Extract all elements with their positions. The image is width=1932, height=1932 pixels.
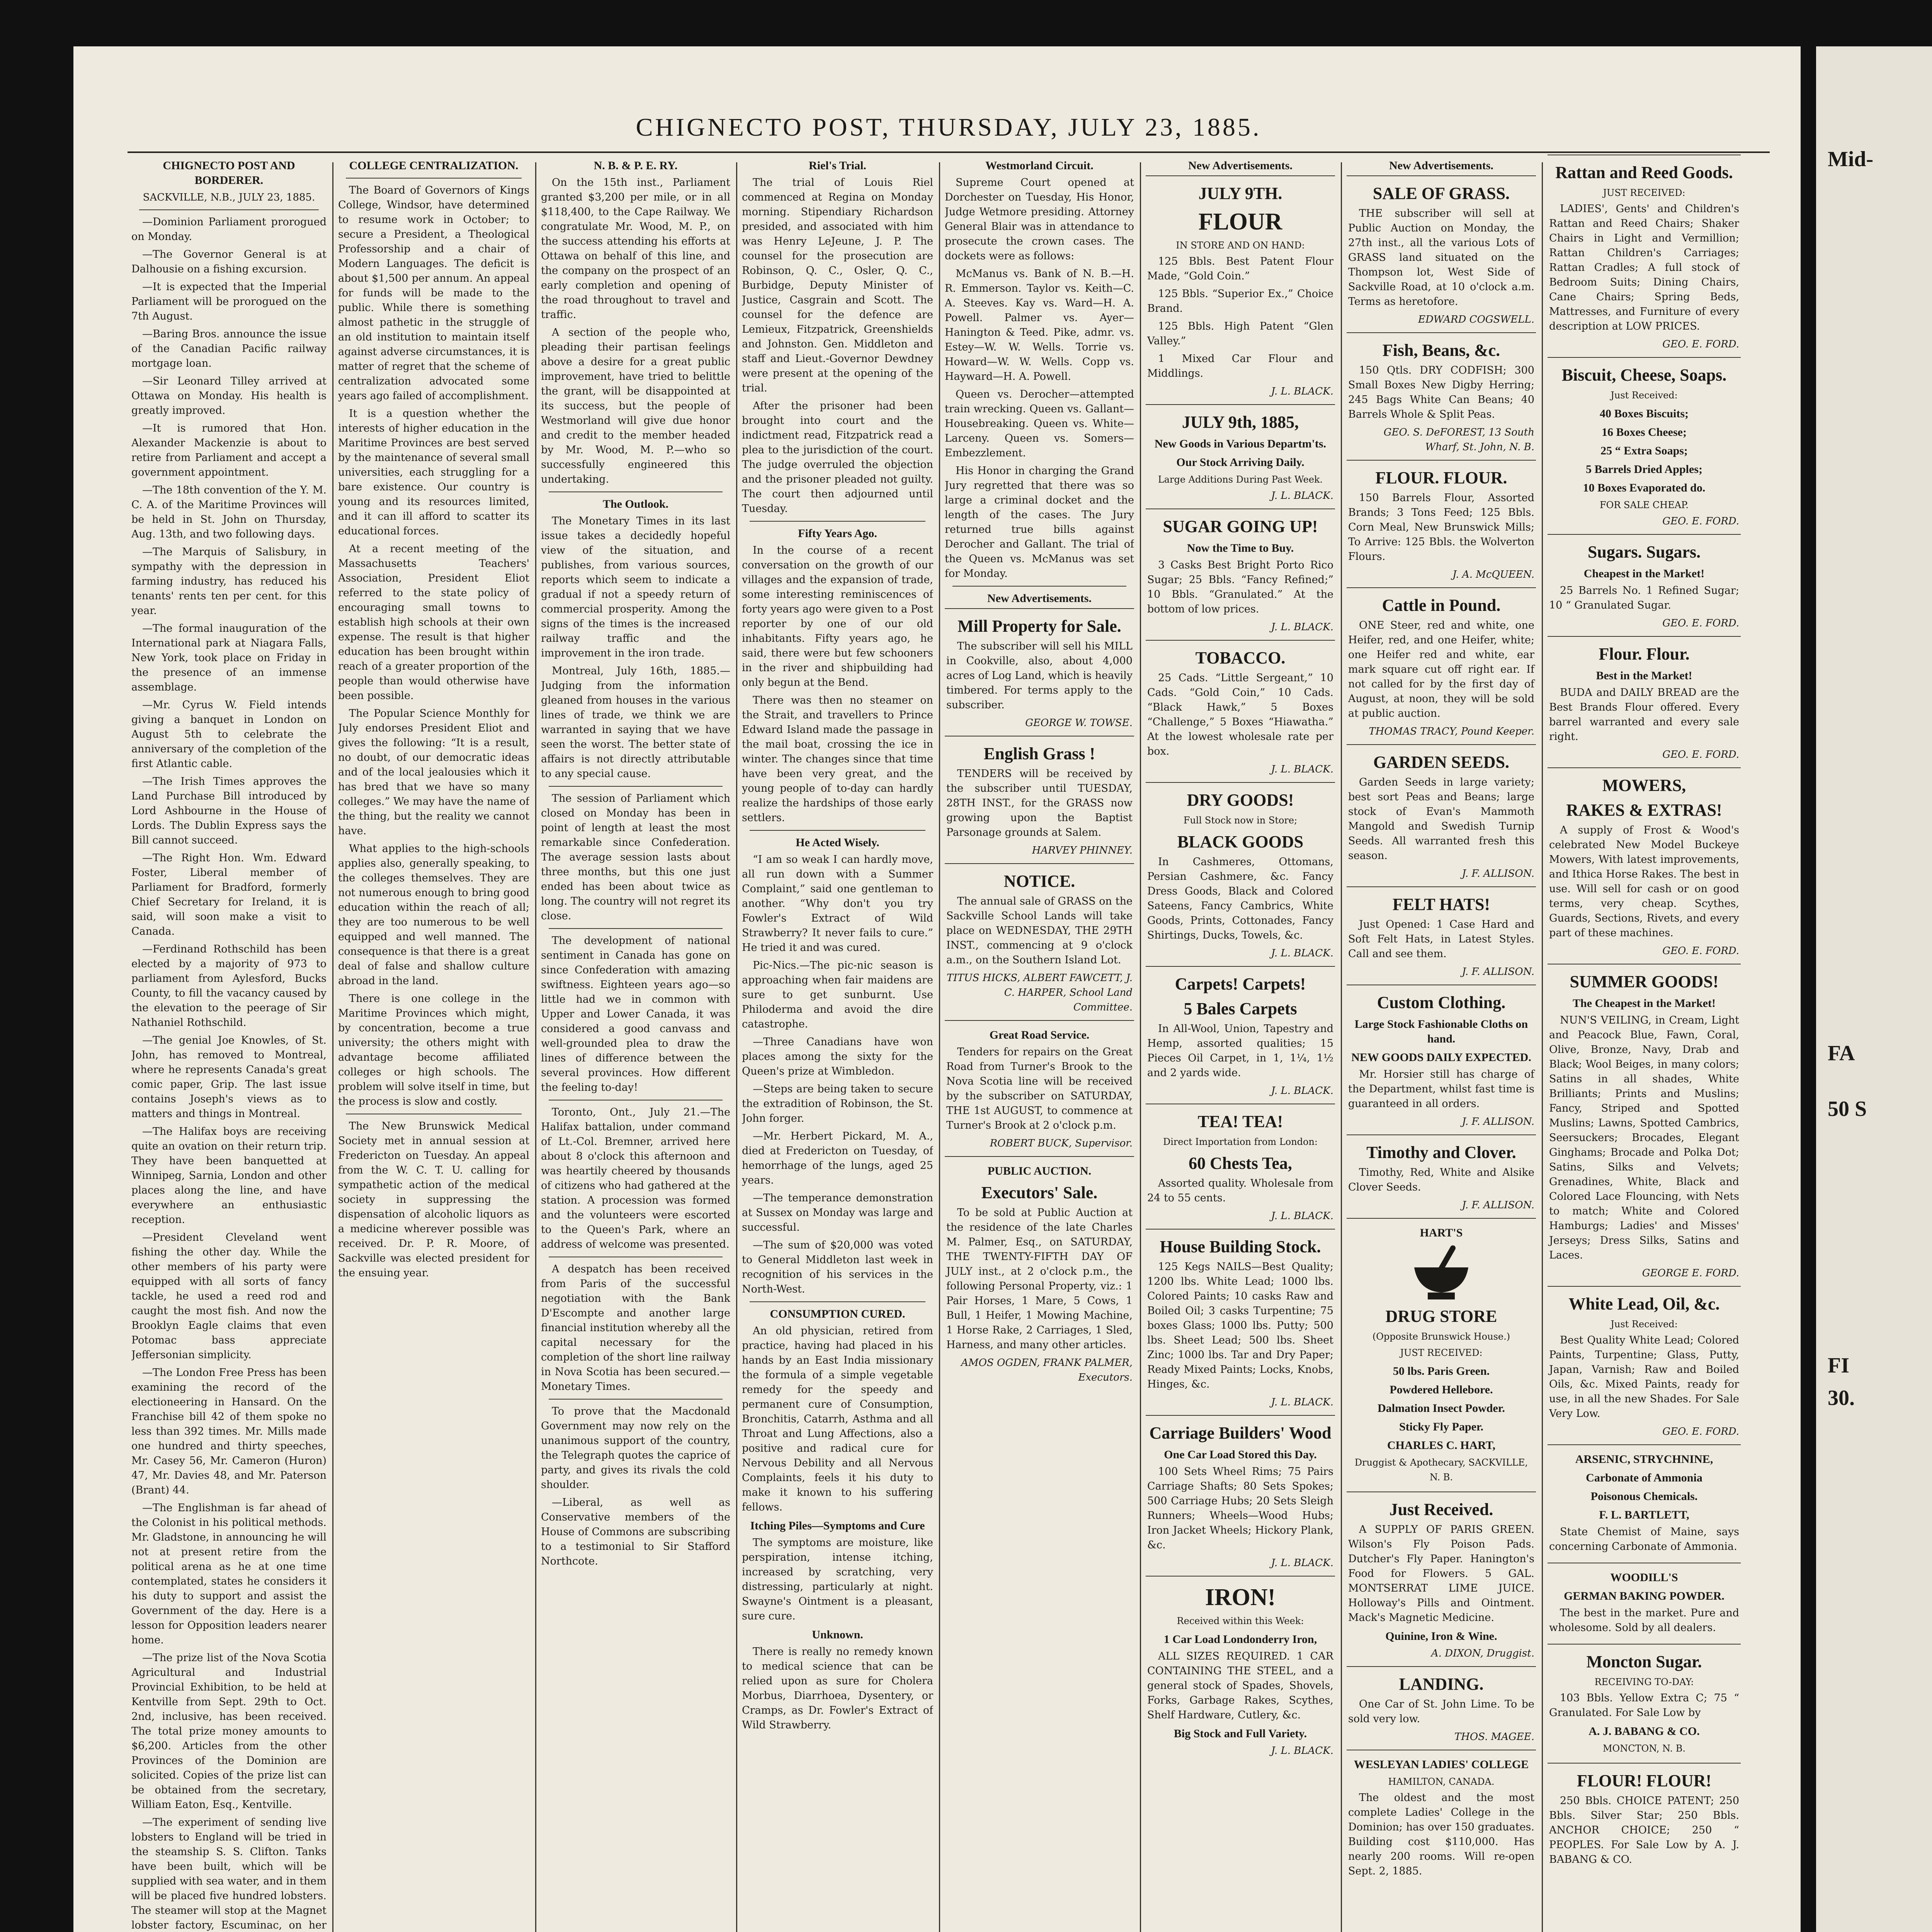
ad-note: Large Additions During Past Week. (1158, 474, 1323, 485)
column-riel-trial (742, 155, 933, 1932)
ad-text: Best Quality White Lead; Colored Paints, Turpentine; Glass, Putty, Japan, Varnish; Raw and Boiled Oils, &c. Mixed Paints, ready for use, in all the new Shades. For Sale Very Low. (1549, 1334, 1739, 1420)
ad-timothy-clover (1347, 1134, 1536, 1216)
section-title: New Advertisements. (1188, 159, 1293, 172)
ad-title: Carpets! Carpets! (1175, 975, 1306, 993)
ad-moncton-sugar (1548, 1644, 1741, 1760)
ad-signature: ROBERT BUCK, Supervisor. (990, 1138, 1133, 1149)
divider (549, 1399, 723, 1400)
ad-title: IRON! (1205, 1584, 1276, 1611)
column-circuit-and-ads (945, 155, 1134, 1932)
ad-title: DRUG STORE (1385, 1307, 1497, 1326)
article-paragraph: The New Brunswick Medical Society met in annual session at Fredericton on Tuesday. An appeal from the W. C. T. U. calling for sympathetic action of the medical society in suppressing the dispensation of alcoholic liquors as a medicine wherever possible was received. Dr. P. R. Moore, of Sackville was elected president for the ensuing year. (338, 1120, 529, 1279)
article-title: Riel's Trial. (809, 159, 866, 172)
ad-title: Unknown. (812, 1628, 863, 1641)
ad-carpets (1146, 966, 1335, 1101)
ad-signature: J. L. BLACK. (1271, 490, 1333, 502)
ad-line: 125 Bbls. Best Patent Flour Made, “Gold Coin.” (1147, 255, 1333, 282)
ad-road-service (945, 1020, 1134, 1154)
ad-signature: HARVEY PHINNEY. (1032, 845, 1133, 856)
ad-title: House Building Stock. (1160, 1237, 1321, 1256)
column-editorial-briefs (131, 155, 327, 1932)
ad-line: 10 Boxes Evaporated do. (1583, 481, 1706, 494)
article-paragraph: His Honor in charging the Grand Jury regretted that there was so large a criminal docket and the length of the cases. The Jury returned true bills against Derocher and Gallant. The trial of the Queen vs. McManus was set for Monday. (945, 465, 1134, 580)
ad-executors-sale (945, 1156, 1134, 1388)
adjacent-page-fragment (1816, 46, 1932, 1932)
ad-title: FLOUR. FLOUR. (1375, 468, 1507, 487)
ad-subtitle: IN STORE AND ON HAND: (1176, 240, 1305, 251)
ad-footer: FOR SALE CHEAP. (1600, 500, 1689, 510)
ad-line: Powdered Hellebore. (1389, 1383, 1493, 1396)
ad-garden-seeds (1347, 744, 1536, 884)
ad-subtitle: Cheapest in the Market! (1583, 567, 1705, 580)
ad-title: Biscuit, Cheese, Soaps. (1561, 366, 1727, 384)
ad-text: 25 Cads. “Little Sergeant,” 10 Cads. “Gold Coin,” 10 Cads. “Black Hawk,” 5 Boxes “Challenge,” 5 Boxes “Hiawatha.” At the lowest wholesale rate per box. (1147, 672, 1333, 757)
ad-text: 150 Qtls. DRY CODFISH; 300 Small Boxes New Digby Herring; 245 Bags White Can Beans; 40 Barrels Whole & Split Peas. (1348, 364, 1534, 420)
divider (346, 178, 522, 179)
article-paragraph: Montreal, July 16th, 1885.—Judging from the information gleaned from houses in the various lines of trade, we think we are warranted in saying that we have seen the worst. The better state of affairs is not directly attributable to any special cause. (541, 665, 730, 780)
ad-rattan-reed (1548, 155, 1741, 355)
ad-title: BLACK GOODS (1177, 832, 1304, 851)
article-title: Westmorland Circuit. (985, 159, 1094, 172)
ad-subtitle: NEW GOODS DAILY EXPECTED. (1351, 1051, 1531, 1064)
ad-title: Mill Property for Sale. (957, 617, 1121, 636)
ad-text: THE subscriber will sell at Public Auction on Monday, the 27th inst., all the various Lots of GRASS land situated on the Thompson lot, West Side of Sackville Road, at 10 o'clock a.m. Terms as heretofore. (1348, 207, 1534, 308)
column-black-ads (1146, 155, 1335, 1932)
news-brief: —President Cleveland went fishing the other day. While the other members of his party were equipped with all sorts of fancy tackle, he used a reed rod and caught the most fish. And now the Brooklyn Eagle claims that even Potomac bass appreciate Jeffersonian simplicity. (131, 1231, 327, 1361)
ad-subtitle: GERMAN BAKING POWDER. (1564, 1590, 1725, 1602)
ad-text: TENDERS will be received by the subscriber until TUESDAY, 28TH INST., for the GRASS now growing upon the Baptist Parsonage grounds at Salem. (946, 768, 1133, 838)
article-paragraph: The trial of Louis Riel commenced at Regina on Monday morning. Stipendiary Richardson presided, and associated with him was Henry LeJeune, J. P. The counsel for the prosecution are Robinson, Q. C., Osler, Q. C., Burbidge, Deputy Minister of Justice, Casgrain and Scott. The counsel for the defence are Lemieux, Fitzpatrick, Greenshields and Johnston. Gen. Middleton and staff and Lieut.-Governor Dewdney were present at the opening of the trial. (742, 177, 933, 394)
ad-signature: CHARLES C. HART, (1387, 1439, 1496, 1452)
ad-text: ALL SIZES REQUIRED. 1 CAR CONTAINING THE STEEL, and a general stock of Spades, Shovels, Forks, Garbage Rakes, Scythes, Shelf Hardware, Cutlery, &c. (1147, 1650, 1333, 1721)
ad-title: Flour. Flour. (1599, 645, 1690, 663)
ad-title: TOBACCO. (1195, 648, 1286, 667)
article-paragraph: The session of Parliament which closed on Monday has been in point of length at least the most remarkable since Confederation. The average session lasts about three months, but this one just ended has been about twice as long. The country will not regret its close. (541, 793, 730, 922)
ad-title: Great Road Service. (989, 1029, 1090, 1041)
ad-felt-hats (1347, 886, 1536, 982)
ad-text: 125 Kegs NAILS—Best Quality; 1200 lbs. White Lead; 1000 lbs. Colored Paints; 10 casks Raw and Boiled Oil; 3 casks Turpentine; 75 boxes Glass; 1000 lbs. Putty; 500 lbs. Sheet Lead; 500 lbs. Sheet Zinc; 1000 lbs. Tar and Dry Paper; Ready Mixed Paints; Locks, Knobs, Hinges, &c. (1147, 1261, 1333, 1390)
ad-text: ONE Steer, red and white, one Heifer, red, and one Heifer, white; one Heifer red and white, ear mark square cut off right ear. If not called for by the first day of August, at noon, they will be sold at public auction. (1348, 619, 1534, 719)
article-paragraph: On the 15th inst., Parliament granted $3,200 per mile, or in all $118,400, to the Cape Railway. We congratulate Mr. Wood, M. P., on the success attending his efforts at Ottawa on behalf of this line, and the company on the prospect of an early completion and opening of the road throughout to travel and traffic. (541, 177, 730, 321)
ad-line: Dalmation Insect Powder. (1378, 1402, 1505, 1415)
ad-line: 16 Boxes Cheese; (1602, 426, 1687, 439)
column-rule (939, 162, 940, 1932)
divider (750, 1301, 925, 1302)
ad-sugars (1548, 534, 1741, 634)
ad-text: In All-Wool, Union, Tapestry and Hemp, assorted qualities; 15 Pieces Oil Carpet, in 1, 1¼, 1½ and 2 yards wide. (1147, 1023, 1333, 1079)
ad-subtitle: F. L. BARTLETT, (1599, 1509, 1689, 1521)
ad-line: 125 Bbls. “Superior Ex.,” Choice Brand. (1147, 288, 1333, 315)
news-brief: —The Irish Times approves the Land Purchase Bill introduced by Lord Ashbourne in the House of Lords. The Dublin Express says the Bill cannot succeed. (131, 776, 327, 846)
ad-subtitle: Druggist & Apothecary, SACKVILLE, N. B. (1354, 1457, 1528, 1483)
ad-signature: THOMAS TRACY, Pound Keeper. (1369, 726, 1534, 737)
article-paragraph: The development of national sentiment in Canada has gone on since Confederation with amazing swiftness. Eighteen years ago—so little had we in common with Upper and Lower Canada, it was considered a good canvass and well-grounded plea to draw the lines of difference between the several provinces. How different the feeling to-day! (541, 935, 730, 1094)
ad-signature: AMOS OGDEN, FRANK PALMER, Executors. (961, 1357, 1133, 1383)
ad-text: BUDA and DAILY BREAD are the Best Brands Flour offered. Every barrel warranted and every sale right. (1549, 687, 1739, 743)
section-title: New Advertisements. (1389, 159, 1493, 172)
ad-title: 60 Chests Tea, (1189, 1154, 1292, 1173)
article-paragraph: Supreme Court opened at Dorchester on Tuesday, His Honor, Judge Wetmore presiding. Attorney General Blair was in attendance to prosecute the crown cases. The dockets were as follows: (945, 177, 1134, 262)
ad-text: The best in the market. Pure and wholesome. Sold by all dealers. (1549, 1607, 1739, 1634)
article-paragraph: In the course of a recent conversation on the growth of our villages and the expansion of trade, some interesting reminiscences of forty years ago were given to a Post reporter by one of our old inhabitants. Fifty years ago, he said, there were but few schooners in the river and shipbuilding had only begun at the Bend. (742, 544, 933, 689)
article-paragraph: Pic-Nics.—The pic-nic season is approaching when fair maidens are sure to get sunburnt. Use Philoderma and avoid the dire catastrophe. (742, 959, 933, 1030)
ad-title: FELT HATS! (1392, 895, 1490, 914)
divider (750, 521, 925, 522)
article-title: The Outlook. (602, 498, 669, 510)
ad-text: The subscriber will sell his MILL in Cookville, also, about 4,000 acres of Log Land, which is heavily timbered. For terms apply to the subscriber. (946, 640, 1133, 711)
ad-signature: GEO. E. FORD. (1662, 945, 1739, 957)
ad-flour (1347, 460, 1536, 585)
masthead-rule (128, 151, 1770, 153)
ad-title: ARSENIC, STRYCHNINE, (1575, 1453, 1713, 1466)
ad-subtitle: Direct Importation from London: (1163, 1136, 1318, 1147)
ad-tobacco (1146, 640, 1335, 780)
ad-footer: Big Stock and Full Variety. (1173, 1727, 1307, 1740)
article-paragraph: To prove that the Macdonald Government may now rely on the unanimous support of the country, the Telegraph quotes the caprice of party, and gives its rivals the cold shoulder. (541, 1405, 730, 1491)
ad-english-grass (945, 736, 1134, 861)
ad-signature: TITUS HICKS, ALBERT FAWCETT, J. C. HARPER, School Land Committee. (946, 972, 1133, 1013)
news-brief: —The 18th convention of the Y. M. C. A. of the Maritime Provinces will be held in St. John on Thursday, Aug. 13th, and two following days. (131, 484, 327, 540)
ad-title: Moncton Sugar. (1586, 1652, 1702, 1671)
ad-title: New Goods in Various Departm'ts. (1154, 437, 1327, 450)
ad-title: SALE OF GRASS. (1372, 184, 1510, 203)
ad-landing (1347, 1666, 1536, 1747)
news-brief: —The Right Hon. Wm. Edward Foster, Liberal member of Parliament for Bradford, formerly Chief Secretary for Ireland, it is said, will soon make a visit to Canada. (131, 852, 327, 937)
ad-text: State Chemist of Maine, says concerning Carbonate of Ammonia. (1549, 1526, 1739, 1553)
ad-text: Assorted quality. Wholesale from 24 to 55 cents. (1147, 1177, 1333, 1204)
ad-text: LADIES', Gents' and Children's Rattan and Reed Chairs; Shaker Chairs in Light and Vermillion; Rattan Children's Carriages; Rattan Cradles; A full stock of Bedroom Suits; Dining Chairs, Cane Chairs; Spring Beds, Mattresses, and Furniture of every description at LOW PRICES. (1549, 203, 1739, 332)
column-college-centralization (338, 155, 529, 1932)
ad-title: Rattan and Reed Goods. (1555, 163, 1733, 182)
ad-title: English Grass ! (983, 744, 1095, 763)
ad-subtitle: Now the Time to Buy. (1187, 542, 1294, 554)
ad-cattle-pound (1347, 587, 1536, 742)
article-paragraph: Toronto, Ont., July 21.—The Halifax battalion, under command of Lt.-Col. Bremner, arrived here about 8 o'clock this afternoon and was heartily cheered by thousands of citizens who had gathered at the station. A procession was formed and the volunteers were escorted to the Queen's Park, where an address of welcome was presented. (541, 1106, 730, 1250)
ad-line: Quinine, Iron & Wine. (1385, 1630, 1497, 1643)
ad-title: Carriage Builders' Wood (1149, 1423, 1332, 1442)
section-title: New Advertisements. (987, 592, 1092, 605)
ad-text: Just Opened: 1 Case Hard and Soft Felt Hats, in Latest Styles. Call and see them. (1348, 918, 1534, 960)
ad-line: 25 “ Extra Soaps; (1600, 444, 1688, 457)
article-paragraph: —The temperance demonstration at Sussex on Monday was large and successful. (742, 1192, 933, 1233)
ad-signature: EDWARD COGSWELL. (1418, 314, 1534, 325)
ad-date: JULY 9th, 1885, (1182, 413, 1299, 432)
ad-title: PUBLIC AUCTION. (987, 1165, 1092, 1177)
ad-title: WOODILL'S (1610, 1571, 1678, 1584)
ad-notice (945, 863, 1134, 1018)
ad-just-received (1347, 1492, 1536, 1664)
ad-subtitle: Received within this Week: (1177, 1616, 1304, 1626)
ad-title: NOTICE. (1003, 872, 1075, 891)
ad-flour (1548, 636, 1741, 765)
ad-signature: GEO. E. FORD. (1662, 617, 1739, 629)
ad-signature: J. L. BLACK. (1271, 621, 1333, 633)
ad-title: Itching Piles—Symptoms and Cure (750, 1519, 925, 1532)
divider (549, 786, 723, 787)
fragment-text: FI (1828, 1354, 1849, 1378)
ad-line: 1 Mixed Car Flour and Middlings. (1147, 353, 1333, 379)
ad-subtitle: 5 Bales Carpets (1184, 999, 1297, 1018)
ad-arsenic (1548, 1444, 1741, 1560)
article-paragraph: “I am so weak I can hardly move, all run down with a Summer Complaint,” said one gentleman to another. “Why don't you try Fowler's Extract of Wild Strawberry? It never fails to cure.” He tried it and was cured. (742, 854, 933, 954)
ad-title: Sugars. Sugars. (1587, 543, 1701, 561)
ad-sugar (1146, 509, 1335, 638)
ad-text: A supply of Frost & Wood's celebrated New Model Buckeye Mowers, With latest improvements, and Ithica Horse Rakes. The best in use. Will sell for cash or on good terms, very cheap. Scythes, Guards, Sections, Rivets, and every part of these machines. (1549, 824, 1739, 939)
ad-text: In Cashmeres, Ottomans, Persian Cashmere, &c. Fancy Dress Goods, Black and Colored Sateens, Fancy Cambrics, White Goods, Prints, Cottonades, Fancy Shirtings, Ducks, Towels, &c. (1147, 856, 1333, 941)
ad-title: DRY GOODS! (1187, 791, 1294, 810)
article-paragraph: At a recent meeting of the Massachusetts Teachers' Association, President Eliot referred to the state policy of encouraging small towns to establish high schools at their own expense. The result is that higher education has been brought within reach of a greater proportion of the people than would otherwise have been possible. (338, 543, 529, 702)
ad-text: 103 Bbls. Yellow Extra C; 75 “ Granulated. For Sale Low by (1549, 1692, 1739, 1719)
ad-sale-of-grass (1347, 175, 1536, 330)
ad-signature: GEO. E. FORD. (1662, 749, 1739, 760)
ad-signature: J. L. BLACK. (1271, 764, 1333, 775)
ad-white-lead (1548, 1286, 1741, 1442)
ad-flour (1146, 175, 1335, 402)
news-brief: —The experiment of sending live lobsters to England will be tried in the steamship S. S. Clifton. Tanks have been built, which will be supplied with sea water, and in them will be placed five hundred lobsters. The steamer will stop at the Magnet lobster factory, Escuminac, on her (131, 1816, 327, 1931)
article-paragraph: McManus vs. Bank of N. B.—H. R. Emmerson. Taylor vs. Keith—C. A. Steeves. Kay vs. Ward—H. A. Powell. Palmer vs. Ayer—Hanington & Teed. Pike, admr. vs. Estey—W. W. Wells. Torrie vs. Howard—W. W. Wells. Copp vs. Hayward—H. A. Powell. (945, 268, 1134, 383)
ad-text: There is really no remedy known to medical science that can be relied upon as sure for Cholera Morbus, Diarrhoea, Dysentery, or Cramps, as Dr. Fowler's Extract of Wild Strawberry. (742, 1646, 933, 1731)
ad-signature: J. L. BLACK. (1271, 386, 1333, 397)
ad-subtitle: The Cheapest in the Market! (1573, 997, 1716, 1010)
ad-line: 50 lbs. Paris Green. (1393, 1365, 1490, 1378)
ad-subtitle: JUST RECEIVED: (1603, 187, 1685, 198)
article-paragraph: There was then no steamer on the Strait, and travellers to Prince Edward Island made the passage in the mail boat, crossing the ice in winter. The changes since that time have been very great, and the young people of to-day can hardly realize the hardships of those early settlers. (742, 694, 933, 824)
ad-iron (1146, 1576, 1335, 1761)
news-brief: —It is expected that the Imperial Parliament will be prorogued on the 7th August. (131, 281, 327, 322)
ad-text: 250 Bbls. CHOICE PATENT; 250 Bbls. Silver Star; 250 Bbls. ANCHOR CHOICE; 250 “ PEOPLES. For Sale Low by A. J. BABANG & CO. (1549, 1795, 1739, 1866)
ad-title: Custom Clothing. (1377, 993, 1506, 1012)
ad-signature: J. L. BLACK. (1271, 1085, 1333, 1097)
article-paragraph: —The sum of $20,000 was voted to General Middleton last week in recognition of his services in the North-West. (742, 1239, 933, 1295)
article-paragraph: There is one college in the Maritime Provinces which might, by concentration, become a true university; the others might with advantage become affiliated colleges or high schools. The problem will solve itself in time, but the process is slow and costly. (338, 993, 529, 1107)
news-brief: —Baring Bros. announce the issue of the Canadian Pacific railway mortgage loan. (131, 328, 327, 369)
ad-subtitle: (Opposite Brunswick House.) (1372, 1331, 1510, 1342)
ad-subtitle: 1 Car Load Londonderry Iron, (1163, 1633, 1317, 1646)
ad-subtitle: Carbonate of Ammonia (1586, 1471, 1702, 1484)
ad-title: Timothy and Clover. (1366, 1143, 1516, 1162)
ad-signature: J. F. ALLISON. (1462, 966, 1534, 978)
ad-title: Cattle in Pound. (1382, 596, 1501, 615)
ad-line: 125 Bbls. High Patent “Glen Valley.” (1147, 320, 1333, 347)
ad-signature: J. F. ALLISON. (1462, 868, 1534, 879)
ad-subtitle: HAMILTON, CANADA. (1388, 1776, 1495, 1787)
ad-harts-drug-store (1347, 1218, 1536, 1489)
article-paragraph: The Board of Governors of Kings College, Windsor, have determined to resume work in October; to secure a President, a Theological Professorship and a chair of Modern Languages. The deficit is about $1,500 per annum. An appeal for funds will be made to the public. While there is something almost pathetic in the struggle of an old institution to maintain itself against adverse circumstances, it is matter of regret that the scheme of centralization advocated some years ago failed of accomplishment. (338, 184, 529, 402)
ad-signature: GEO. E. FORD. (1662, 338, 1739, 350)
ad-line: 40 Boxes Biscuits; (1599, 407, 1689, 420)
ad-house-building (1146, 1229, 1335, 1413)
masthead: CHIGNECTO POST, THURSDAY, JULY 23, 1885. (636, 113, 1262, 141)
fragment-text: 30. (1828, 1386, 1855, 1410)
ad-text: Garden Seeds in large variety; best sort Peas and Beans; large stock of Evan's Mammoth Mangold and Swedish Turnip Seeds. All warranted fresh this season. (1348, 776, 1534, 862)
ad-title: TEA! TEA! (1197, 1112, 1283, 1131)
ad-subtitle: Full Stock now in Store; (1183, 815, 1298, 826)
article-title: Fifty Years Ago. (798, 527, 877, 540)
news-brief: —The Halifax boys are receiving quite an ovation on their return trip. They have been banquetted at Winnipeg, Sarnia, London and other places along the line, and have everywhere an enthusiastic reception. (131, 1126, 327, 1226)
article-paragraph: Queen vs. Derocher—attempted train wrecking. Queen vs. Gallant—Housebreaking. Queen vs. White—Larceny. Queen vs. Somers—Embezzlement. (945, 388, 1134, 459)
ad-text: NUN'S VEILING, in Cream, Light and Peacock Blue, Fawn, Coral, Olive, Bronze, Navy, Drab and Black; Wool Beiges, in many colors; Satins in all shades, White Brilliants; Prints and Muslins; Fancy, Striped and Spotted Muslins; Lawns, Spotted Cambrics, Seersuckers; Brocades, Elegant Ginghams; Brocade and Polka Dot; Satins, Silks and Velvets; Grenadines, White, Black and Colored Lace Flouncing, with Nets to match; White and Colored Hamburgs; Ladies' and Misses' Jerseys; Dress Silks, Satins and Laces. (1549, 1014, 1739, 1261)
ad-signature: A. DIXON, Druggist. (1431, 1648, 1534, 1659)
article-paragraph: A section of the people who, pleading their partisan feelings above a desire for a great public improvement, have tried to belittle the grant, will be disappointed at its success, but the people of Westmorland will give due honor and credit to the member headed by Mr. Wood, M. P.—who so successfully engineered this undertaking. (541, 327, 730, 485)
ad-title: FLOUR (1198, 209, 1282, 235)
news-brief: —The Englishman is far ahead of the Colonist in his political methods. Mr. Gladstone, in announcing he will not at present retire from the political arena as he at one time contemplated, states he considers it his duty to support and assist the Government of the day. Here is a lesson for Opposition leaders nearer home. (131, 1502, 327, 1646)
column-rule (1341, 162, 1342, 1932)
ad-woodill (1548, 1563, 1741, 1641)
column-rule (1542, 162, 1543, 1932)
ad-fish-beans (1347, 332, 1536, 457)
ad-text: A SUPPLY OF PARIS GREEN. Wilson's Fly Poison Pads. Dutcher's Fly Paper. Hanington's Food for Flowers. 5 GAL. MONTSERRAT LIME JUICE. Holloway's Pills and Ointment. Mack's Magnetic Medicine. (1348, 1524, 1534, 1624)
ad-text: Timothy, Red, White and Alsike Clover Seeds. (1348, 1167, 1534, 1193)
ad-title: CONSUMPTION CURED. (770, 1308, 905, 1320)
ad-subtitle: Our Stock Arriving Daily. (1176, 456, 1304, 469)
ad-signature: GEO. S. DeFOREST, 13 South Wharf, St. John, N. B. (1383, 427, 1534, 453)
news-brief: —The Marquis of Salisbury, in sympathy with the depression in farming industry, has reduced his tenants' rents ten per cent. for this year. (131, 546, 327, 617)
ad-mowers-rakes (1548, 767, 1741, 961)
ad-title: FLOUR! FLOUR! (1577, 1771, 1712, 1790)
ad-subtitle: Just Received: (1611, 390, 1678, 401)
ad-tea (1146, 1104, 1335, 1226)
fragment-text: FA (1828, 1041, 1855, 1065)
ad-signature: GEO. E. FORD. (1662, 515, 1739, 527)
article-paragraph: —Mr. Herbert Pickard, M. A., died at Fredericton on Tuesday, of hemorrhage of the lungs, aged 25 years. (742, 1130, 933, 1186)
article-paragraph: The Monetary Times in its last issue takes a decidedly hopeful view of the situation, and publishes, from various sources, reports which seem to indicate a gradual if not a speedy return of commercial prosperity. Among the signs of the times is the increased railway traffic and the improvement in the iron trade. (541, 515, 730, 659)
ad-text: An old physician, retired from practice, having had placed in his hands by an East India missionary the formula of a simple vegetable remedy for the speedy and permanent cure of Consumption, Bronchitis, Catarrh, Asthma and all Throat and Lung Affections, also a positive and radical cure for Nervous Debility and all Nervous Complaints, feels it his duty to make it known to his suffering fellows. (742, 1325, 933, 1513)
ad-signature: GEO. E. FORD. (1662, 1426, 1739, 1437)
article-paragraph: —Steps are being taken to secure the extradition of Robinson, the St. John forger. (742, 1083, 933, 1124)
ad-signature: J. L. BLACK. (1271, 1557, 1333, 1569)
ad-text: Tenders for repairs on the Great Road from Turner's Brook to the Nova Scotia line will be received by the subscriber on SATURDAY, THE 1st AUGUST, to commence at Turner's Brook at 2 o'clock p.m. (946, 1046, 1133, 1131)
column-merchant-ads (1347, 155, 1536, 1932)
news-brief: —The genial Joe Knowles, of St. John, has removed to Montreal, where he represents Canada's great comic paper, Grip. The last issue contains Joseph's views as to matters and things in Montreal. (131, 1034, 327, 1120)
ad-subtitle: JUST RECEIVED: (1400, 1347, 1483, 1358)
mortar-and-pestle-icon (1406, 1244, 1476, 1302)
ad-subtitle: One Car Load Stored this Day. (1164, 1448, 1317, 1461)
divider (750, 830, 925, 831)
ad-text: The annual sale of GRASS on the Sackville School Lands will take place on WEDNESDAY, THE 29TH INST., commencing at 9 o'clock a.m., on the Southern Island Lot. (946, 895, 1133, 966)
ad-subtitle: Poisonous Chemicals. (1590, 1490, 1698, 1503)
ad-text: To be sold at Public Auction at the residence of the late Charles M. Palmer, Esq., on SATURDAY, THE TWENTY-FIFTH DAY OF JULY inst., at 2 o'clock p.m., the following Personal Property, viz.: 1 Pair Horses, 1 Mare, 5 Cows, 1 Bull, 1 Heifer, 1 Mowing Machine, 1 Horse Rake, 2 Carriages, 1 Sled, Harness, and many other articles. (946, 1207, 1133, 1351)
ad-dry-goods (1146, 782, 1335, 964)
ad-mill-property (945, 608, 1134, 733)
news-brief: —It is rumored that Hon. Alexander Mackenzie is about to retire from Parliament and accept a government appointment. (131, 422, 327, 478)
divider (952, 586, 1126, 587)
ad-custom-clothing (1347, 985, 1536, 1132)
article-paragraph: It is a question whether the interests of higher education in the Maritime Provinces are best served by the maintenance of several small universities, each struggling for a bare existence. Our country is young and its resources limited, and it can ill afford to scatter its educational forces. (338, 408, 529, 537)
news-brief: —Sir Leonard Tilley arrived at Ottawa on Monday. His health is greatly improved. (131, 375, 327, 417)
ad-line: Sticky Fly Paper. (1399, 1420, 1484, 1433)
ad-title: Fish, Beans, &c. (1382, 341, 1500, 360)
news-brief: —Mr. Cyrus W. Field intends giving a banquet in London on August 5th to celebrate the anniversary of the completion of the first Atlantic cable. (131, 699, 327, 770)
column-rule (535, 162, 536, 1932)
divider (549, 928, 723, 929)
article-paragraph: A despatch has been received from Paris of the successful negotiation with the Bank D'Escompte and another large financial institution whereby all the capital necessary for the completion of the short line railway in Nova Scotia has been secured.—Monetary Times. (541, 1263, 730, 1393)
ad-line: 5 Barrels Dried Apples; (1586, 463, 1702, 476)
ad-subtitle: Best in the Market! (1596, 669, 1692, 682)
ad-text: The oldest and the most complete Ladies' College in the Dominion; has over 150 graduates. Building cost $110,000. Has nearly 200 rooms. Will re-open Sept. 2, 1885. (1348, 1792, 1534, 1877)
column-rule (332, 162, 333, 1932)
ad-text: Mr. Horsier still has charge of the Department, whilst fast time is guaranteed in all orders. (1348, 1068, 1534, 1110)
ad-carriage-wood (1146, 1415, 1335, 1573)
ad-text: The symptoms are moisture, like perspiration, intense itching, increased by scratching, very distressing, particularly at night. Swayne's Ointment is a pleasant, sure cure. (742, 1537, 933, 1622)
ad-signature: J. A. McQUEEN. (1452, 569, 1534, 580)
ad-date: JULY 9TH. (1198, 184, 1282, 203)
ad-subtitle: Large Stock Fashionable Cloths on hand. (1354, 1018, 1528, 1045)
ad-title: Just Received. (1389, 1500, 1493, 1519)
ad-title: Executors' Sale. (981, 1183, 1098, 1202)
dateline: SACKVILLE, N.B., JULY 23, 1885. (143, 192, 315, 203)
news-brief: —The formal inauguration of the International park at Niagara Falls, New York, took place on Friday in the presence of an immense assemblage. (131, 622, 327, 693)
ad-biscuit-cheese (1548, 357, 1741, 532)
column-railway-outlook (541, 155, 730, 1932)
ad-signature: J. L. BLACK. (1271, 1396, 1333, 1408)
news-brief: —Dominion Parliament prorogued on Monday. (131, 216, 327, 243)
ad-signature: J. L. BLACK. (1271, 1210, 1333, 1222)
ad-signature: J. F. ALLISON. (1462, 1199, 1534, 1211)
article-title: COLLEGE CENTRALIZATION. (349, 159, 519, 172)
article-paragraph: What applies to the high-schools applies also, generally speaking, to the colleges themselves. They are not numerous enough to bring good education within the reach of all; they are too numerous to be well equipped and well manned. The consequence is that there is a great deal of false and shallow culture abroad in the land. (338, 843, 529, 987)
article-title: He Acted Wisely. (796, 836, 879, 849)
ad-title: SUGAR GOING UP! (1163, 517, 1318, 536)
ad-subtitle: MONCTON, N. B. (1602, 1743, 1685, 1754)
ad-title: GARDEN SEEDS. (1373, 753, 1510, 772)
ad-title: SUMMER GOODS! (1570, 972, 1719, 991)
fragment-text: 50 S (1828, 1097, 1867, 1121)
fragment-text: Mid- (1828, 147, 1874, 171)
column-title: CHIGNECTO POST AND BORDERER. (163, 159, 295, 187)
ad-text: One Car of St. John Lime. To be sold very low. (1348, 1698, 1534, 1725)
ad-signature: THOS. MAGEE. (1454, 1731, 1534, 1743)
ad-title: White Lead, Oil, &c. (1568, 1294, 1720, 1313)
news-brief: —The London Free Press has been examining the record of the electioneering in Hansard. On the Franchise bill 42 of them spoke no less than 392 times. Mr. Mills made one hundred and thirty speeches, Mr. Casey 56, Mr. Cameron (Huron) 47, Mr. Davies 48, and Mr. Paterson (Brant) 44. (131, 1367, 327, 1496)
article-paragraph: The Popular Science Monthly for July endorses President Eliot and gives the following: “It is a result, no doubt, of our democratic ideas and of the local jealousies which it has bred that we have so many colleges.” We may have the name of the thing, but the reality we cannot have. (338, 707, 529, 837)
news-brief: —The Governor General is at Dalhousie on a fishing excursion. (131, 248, 327, 275)
column-ford-ads (1548, 155, 1741, 1932)
ad-new-goods (1146, 404, 1335, 506)
ad-text: 100 Sets Wheel Rims; 75 Pairs Carriage Shafts; 80 Sets Spokes; 500 Carriage Hubs; 20 Sets Sleigh Runners; Wheels—Wood Hubs; Iron Jacket Wheels; Hickory Plank, &c. (1147, 1466, 1333, 1551)
ad-text: 150 Barrels Flour, Assorted Brands; 3 Tons Feed; 125 Bbls. Corn Meal, New Brunswick Mills; To Arrive: 125 Bbls. the Wolverton Flours. (1348, 492, 1534, 563)
ad-title: RAKES & EXTRAS! (1566, 801, 1722, 820)
ad-signature: J. L. BLACK. (1271, 1745, 1333, 1757)
article-paragraph: —Three Canadians have won places among the sixty for the Queen's prize at Wimbledon. (742, 1036, 933, 1077)
ad-text: 25 Barrels No. 1 Refined Sugar; 10 “ Granulated Sugar. (1549, 585, 1739, 611)
news-brief: —The prize list of the Nova Scotia Agricultural and Industrial Provincial Exhibition, to be held at Kentville from Sept. 29th to Oct. 2nd, inclusive, has been received. The total prize money amounts to $6,200. Articles from the other Provinces of the Dominion are solicited. Copies of the prize list can be obtained from the secretary, William Eaton, Esq., Kentville. (131, 1652, 327, 1811)
ad-title: MOWERS, (1602, 776, 1686, 795)
ad-signature: J. F. ALLISON. (1462, 1116, 1534, 1128)
ad-signature: A. J. BABANG & CO. (1588, 1725, 1700, 1738)
ad-signature: J. L. BLACK. (1271, 947, 1333, 959)
ad-subtitle: Just Received: (1611, 1319, 1678, 1330)
ad-title: LANDING. (1399, 1675, 1484, 1694)
news-brief: —Ferdinand Rothschild has been elected by a majority of 973 to parliament from Aylesford, Bucks County, to fill the vacancy caused by the elevation to the peerage of Sir Nathaniel Rothschild. (131, 943, 327, 1029)
column-rule (1140, 162, 1141, 1932)
ad-title: WESLEYAN LADIES' COLLEGE (1354, 1758, 1529, 1771)
ad-title: HART'S (1420, 1226, 1463, 1239)
ad-text: 3 Casks Best Bright Porto Rico Sugar; 25 Bbls. “Fancy Refined;” 10 Bbls. “Granulated.” At the bottom of low prices. (1147, 559, 1333, 615)
divider (139, 209, 319, 210)
ad-subtitle: RECEIVING TO-DAY: (1594, 1677, 1694, 1687)
ad-summer-goods (1548, 964, 1741, 1284)
article-title: N. B. & P. E. RY. (594, 159, 678, 172)
article-paragraph: —Liberal, as well as Conservative members of the House of Commons are subscribing to a testimonial to Sir Stafford Northcote. (541, 1497, 730, 1567)
article-paragraph: After the prisoner had been brought into court and the indictment read, Fitzpatrick read a plea to the jurisdiction of the court. The judge overruled the objection and the prisoner pleaded not guilty. The court then adjourned until Tuesday. (742, 400, 933, 515)
ad-wesleyan-college (1347, 1750, 1536, 1885)
ad-signature: GEORGE E. FORD. (1642, 1267, 1739, 1279)
ad-signature: GEORGE W. TOWSE. (1025, 717, 1133, 729)
ad-flour-babang (1548, 1763, 1741, 1873)
column-rule (736, 162, 737, 1932)
